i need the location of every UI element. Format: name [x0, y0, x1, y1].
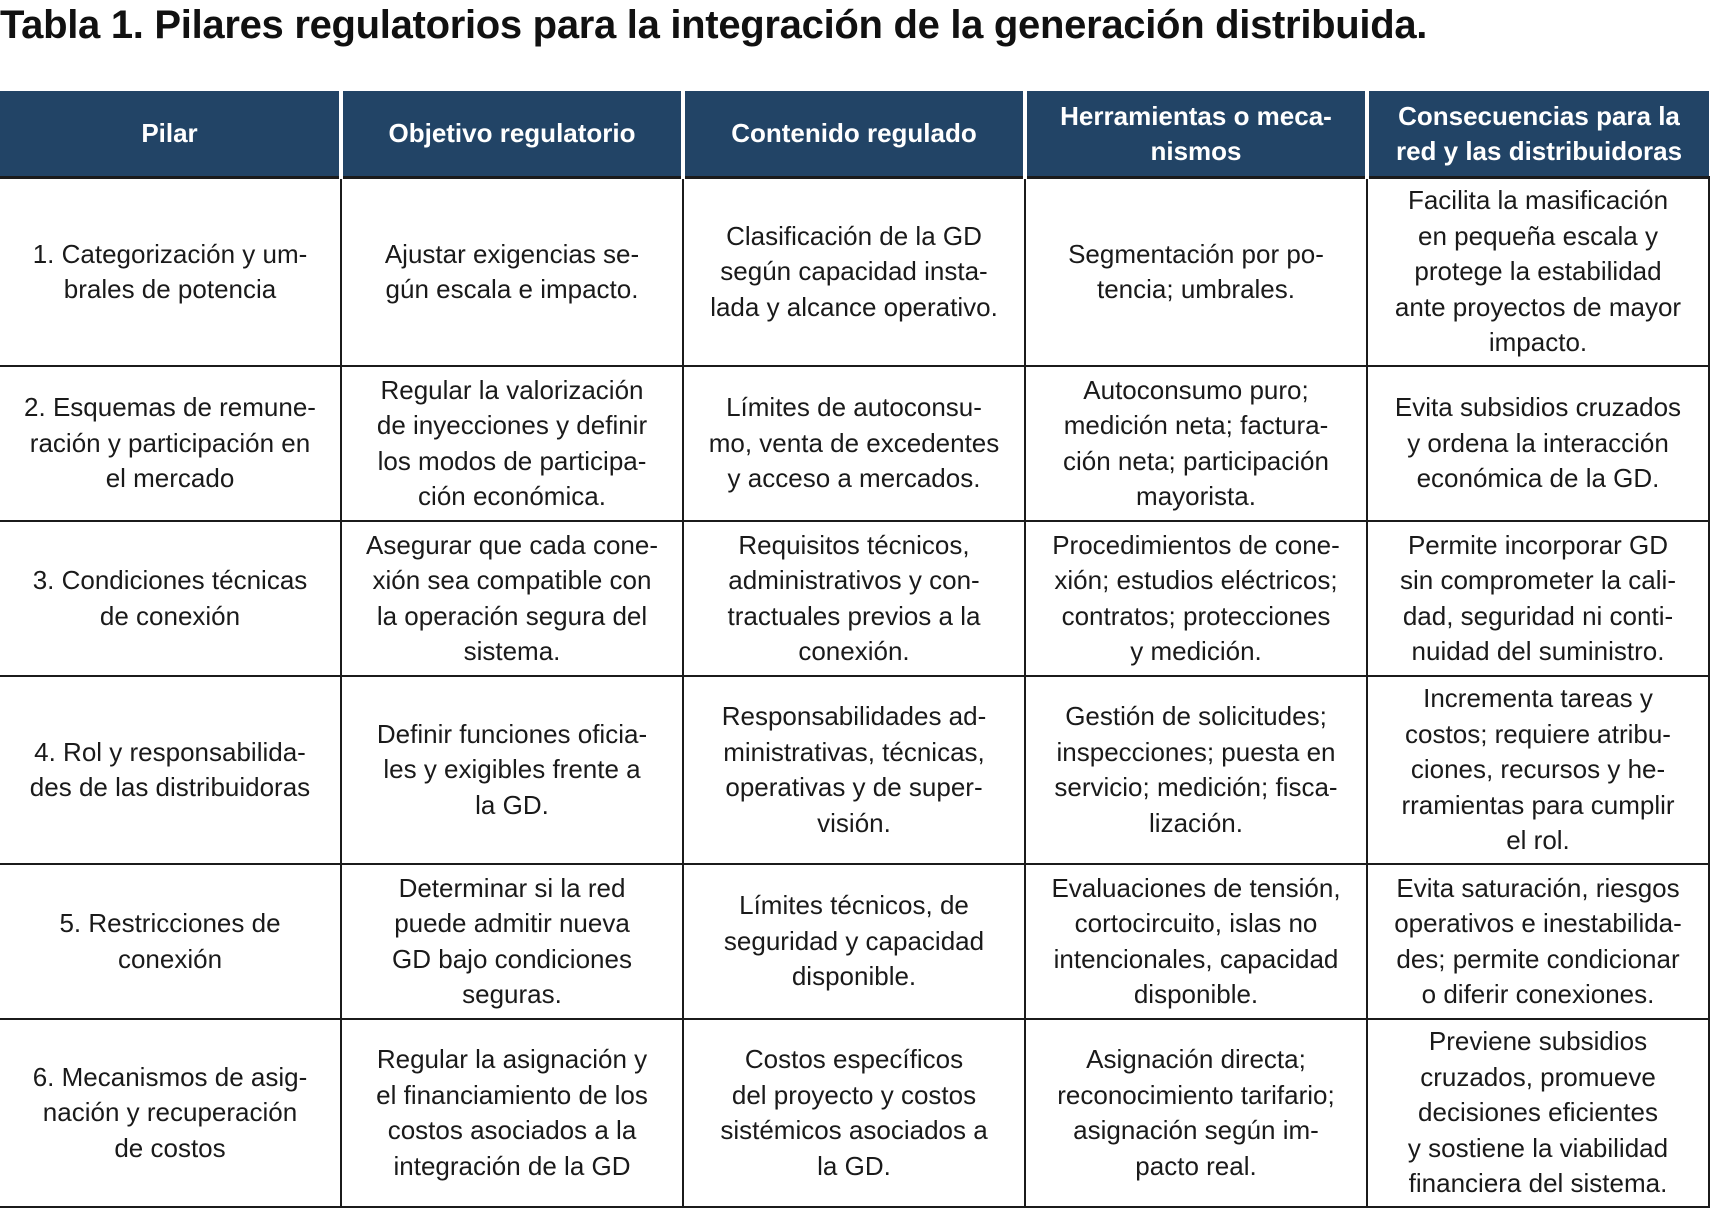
table-cell-herramientas — [1025, 178, 1367, 367]
cell-line: Autoconsumo puro; — [1083, 374, 1309, 405]
cell-line: de conexión — [99, 600, 241, 631]
column-header-objetivo — [341, 91, 683, 178]
cell-line: del proyecto y costos — [731, 1079, 977, 1110]
cell-line: cortocircuito, islas no — [1074, 908, 1318, 938]
cell-line: la operación segura del — [376, 600, 648, 631]
column-header-line: red y las distribuidoras — [1395, 135, 1683, 166]
cell-line: Gestión de solicitudes; — [1065, 701, 1327, 731]
table-cell-contenido — [683, 1019, 1025, 1207]
cell-line: des; permite condicionar — [1396, 943, 1680, 974]
cell-line: sin comprometer la cali- — [1400, 565, 1676, 595]
cell-line: pacto real. — [1135, 1150, 1257, 1181]
column-header-consecuencias — [1367, 91, 1709, 178]
table-cell-objetivo — [341, 366, 683, 521]
cell-line: Ajustar exigencias se- — [384, 238, 640, 269]
table-cell-contenido — [683, 676, 1025, 864]
cell-line: costos asociados a la — [387, 1115, 637, 1145]
cell-line: 4. Rol y responsabilida- — [34, 736, 306, 767]
cell-line: el mercado — [105, 463, 235, 494]
column-header-line: Contenido regulado — [731, 118, 977, 148]
table-cell-pilar — [0, 178, 341, 367]
cell-line: el rol. — [1506, 825, 1570, 856]
cell-line: reconocimiento tarifario; — [1057, 1079, 1335, 1110]
table-cell-herramientas — [1025, 676, 1367, 864]
table-row — [0, 676, 1709, 864]
table-cell-contenido — [683, 521, 1025, 676]
cell-line: 5. Restricciones de — [59, 908, 281, 938]
table-title: Tabla 1. Pilares regulatorios para la integración de la generación distribuida. — [0, 3, 1428, 47]
cell-line: ciones, recursos y he- — [1410, 754, 1666, 785]
cell-line: operativas y de super- — [725, 772, 983, 802]
cell-line: Procedimientos de cone- — [1052, 529, 1340, 560]
column-header-line: Consecuencias para la — [1398, 100, 1680, 131]
cell-line: y acceso a mercados. — [727, 463, 981, 494]
cell-line: intencionales, capacidad — [1053, 943, 1339, 974]
cell-line: en pequeña escala y — [1418, 220, 1658, 251]
table-cell-herramientas — [1025, 864, 1367, 1019]
cell-line: inspecciones; puesta en — [1056, 736, 1336, 767]
table-cell-consecuencias — [1367, 521, 1709, 676]
column-header-line: Pilar — [141, 118, 198, 148]
cell-line: disponible. — [791, 961, 917, 992]
table-row — [0, 864, 1709, 1019]
table-cell-consecuencias — [1367, 366, 1709, 521]
cell-line: de inyecciones y definir — [376, 410, 648, 440]
cell-line: Previene subsidios — [1428, 1026, 1648, 1057]
cell-line: Límites técnicos, de — [739, 890, 969, 921]
cell-line: Regular la asignación y — [376, 1044, 648, 1074]
cell-line: según capacidad insta- — [720, 256, 988, 287]
cell-line: Regular la valorización — [380, 374, 644, 405]
cell-line: lización. — [1149, 807, 1243, 838]
table-body — [0, 178, 1709, 1208]
table-cell-herramientas — [1025, 1019, 1367, 1207]
cell-line: contratos; protecciones — [1061, 600, 1331, 631]
cell-line: la GD. — [817, 1150, 891, 1181]
cell-line: Evita saturación, riesgos — [1396, 872, 1680, 903]
cell-line: ministrativas, técnicas, — [723, 736, 985, 767]
cell-line: decisiones eficientes — [1418, 1097, 1658, 1128]
cell-line: de costos — [114, 1132, 226, 1163]
table-cell-pilar — [0, 676, 341, 864]
cell-line: ante proyectos de mayor — [1394, 291, 1682, 322]
cell-line: Determinar si la red — [398, 872, 626, 903]
cell-line: Asegurar que cada cone- — [366, 529, 658, 560]
cell-line: des de las distribuidoras — [29, 772, 311, 802]
cell-line: integración de la GD — [393, 1150, 631, 1181]
cell-line: Evaluaciones de tensión, — [1051, 872, 1341, 903]
table-row — [0, 366, 1709, 521]
cell-line: Segmentación por po- — [1068, 238, 1324, 269]
cell-line: cruzados, promueve — [1420, 1061, 1656, 1092]
cell-line: seguras. — [462, 979, 562, 1009]
cell-line: 1. Categorización y um- — [32, 238, 308, 269]
cell-line: ción económica. — [418, 481, 606, 511]
cell-line: Incrementa tareas y — [1423, 683, 1653, 714]
table-cell-consecuencias — [1367, 1019, 1709, 1207]
cell-line: o diferir conexiones. — [1421, 979, 1655, 1009]
cell-line: xión sea compatible con — [372, 565, 652, 595]
cell-line: sistémicos asociados a — [720, 1115, 988, 1145]
cell-line: 6. Mecanismos de asig- — [32, 1061, 308, 1092]
cell-line: financiera del sistema. — [1408, 1168, 1668, 1199]
table-row — [0, 521, 1709, 676]
cell-line: seguridad y capacidad — [723, 925, 985, 956]
cell-line: 2. Esquemas de remune- — [24, 392, 316, 423]
cell-line: Permite incorporar GD — [1407, 529, 1669, 560]
cell-line: Facilita la masificación — [1407, 185, 1669, 216]
cell-line: lada y alcance operativo. — [710, 291, 998, 322]
table-cell-contenido — [683, 366, 1025, 521]
cell-line: disponible. — [1133, 979, 1259, 1009]
cell-line: y medición. — [1130, 636, 1262, 666]
table-cell-consecuencias — [1367, 178, 1709, 367]
cell-line: brales de potencia — [63, 274, 277, 304]
cell-line: impacto. — [1488, 327, 1588, 358]
cell-line: Definir funciones oficia- — [376, 718, 648, 749]
cell-line: nación y recuperación — [42, 1097, 298, 1128]
cell-line: servicio; medición; fisca- — [1054, 772, 1338, 802]
cell-line: conexión — [117, 943, 223, 974]
cell-line: tencia; umbrales. — [1097, 274, 1295, 304]
column-header-herramientas — [1025, 91, 1367, 178]
cell-line: administrativos y con- — [728, 565, 980, 595]
table-cell-pilar — [0, 864, 341, 1019]
cell-line: protege la estabilidad — [1414, 256, 1662, 287]
table-cell-contenido — [683, 178, 1025, 367]
cell-line: visión. — [817, 807, 891, 838]
regulatory-pillars-table — [0, 91, 1710, 1208]
cell-line: medición neta; factura- — [1063, 410, 1329, 440]
cell-line: el financiamiento de los — [376, 1079, 648, 1110]
cell-line: económica de la GD. — [1416, 463, 1660, 494]
cell-line: Costos específicos — [744, 1044, 964, 1074]
cell-line: operativos e inestabilida- — [1394, 908, 1682, 938]
cell-line: rramientas para cumplir — [1401, 789, 1675, 820]
table-cell-contenido — [683, 864, 1025, 1019]
header-row — [0, 91, 1709, 178]
table-cell-objetivo — [341, 521, 683, 676]
cell-line: 3. Condiciones técnicas — [32, 565, 308, 595]
table-cell-objetivo — [341, 1019, 683, 1207]
cell-line: Requisitos técnicos, — [738, 529, 970, 560]
table-row — [0, 178, 1709, 367]
table-cell-objetivo — [341, 178, 683, 367]
table-cell-consecuencias — [1367, 864, 1709, 1019]
column-header-line: Objetivo regulatorio — [388, 118, 636, 148]
cell-line: GD bajo condiciones — [392, 943, 632, 974]
column-header-line: Herramientas o meca- — [1060, 100, 1332, 131]
column-header-line: nismos — [1150, 135, 1242, 166]
cell-line: asignación según im- — [1073, 1115, 1319, 1145]
cell-line: y sostiene la viabilidad — [1407, 1132, 1669, 1163]
cell-line: xión; estudios eléctricos; — [1054, 565, 1338, 595]
cell-line: dad, seguridad ni conti- — [1402, 600, 1674, 631]
cell-line: costos; requiere atribu- — [1405, 718, 1671, 749]
table-header — [0, 91, 1709, 178]
cell-line: mayorista. — [1136, 481, 1256, 511]
cell-line: les y exigibles frente a — [383, 754, 641, 785]
table-row — [0, 1019, 1709, 1207]
table-cell-objetivo — [341, 864, 683, 1019]
table-cell-pilar — [0, 1019, 341, 1207]
cell-line: Clasificación de la GD — [726, 220, 982, 251]
table-cell-objetivo — [341, 676, 683, 864]
cell-line: la GD. — [475, 789, 549, 820]
cell-line: mo, venta de excedentes — [708, 427, 1000, 458]
cell-line: y ordena la interacción — [1407, 427, 1669, 458]
cell-line: sistema. — [463, 636, 561, 666]
cell-line: Límites de autoconsu- — [726, 392, 982, 423]
table-cell-herramientas — [1025, 366, 1367, 521]
table-cell-herramientas — [1025, 521, 1367, 676]
cell-line: conexión. — [798, 636, 910, 666]
cell-line: gún escala e impacto. — [385, 274, 639, 304]
cell-line: Evita subsidios cruzados — [1394, 392, 1682, 423]
table-cell-pilar — [0, 521, 341, 676]
cell-line: ración y participación en — [29, 427, 311, 458]
table-cell-pilar — [0, 366, 341, 521]
cell-line: tractuales previos a la — [727, 600, 981, 631]
cell-line: ción neta; participación — [1063, 445, 1329, 476]
cell-line: los modos de participa- — [377, 445, 647, 476]
column-header-pilar — [0, 91, 341, 178]
cell-line: nuidad del suministro. — [1411, 636, 1665, 666]
table-cell-consecuencias — [1367, 676, 1709, 864]
column-header-contenido — [683, 91, 1025, 178]
cell-line: puede admitir nueva — [394, 908, 630, 938]
cell-line: Asignación directa; — [1086, 1044, 1306, 1074]
cell-line: Responsabilidades ad- — [721, 701, 987, 731]
